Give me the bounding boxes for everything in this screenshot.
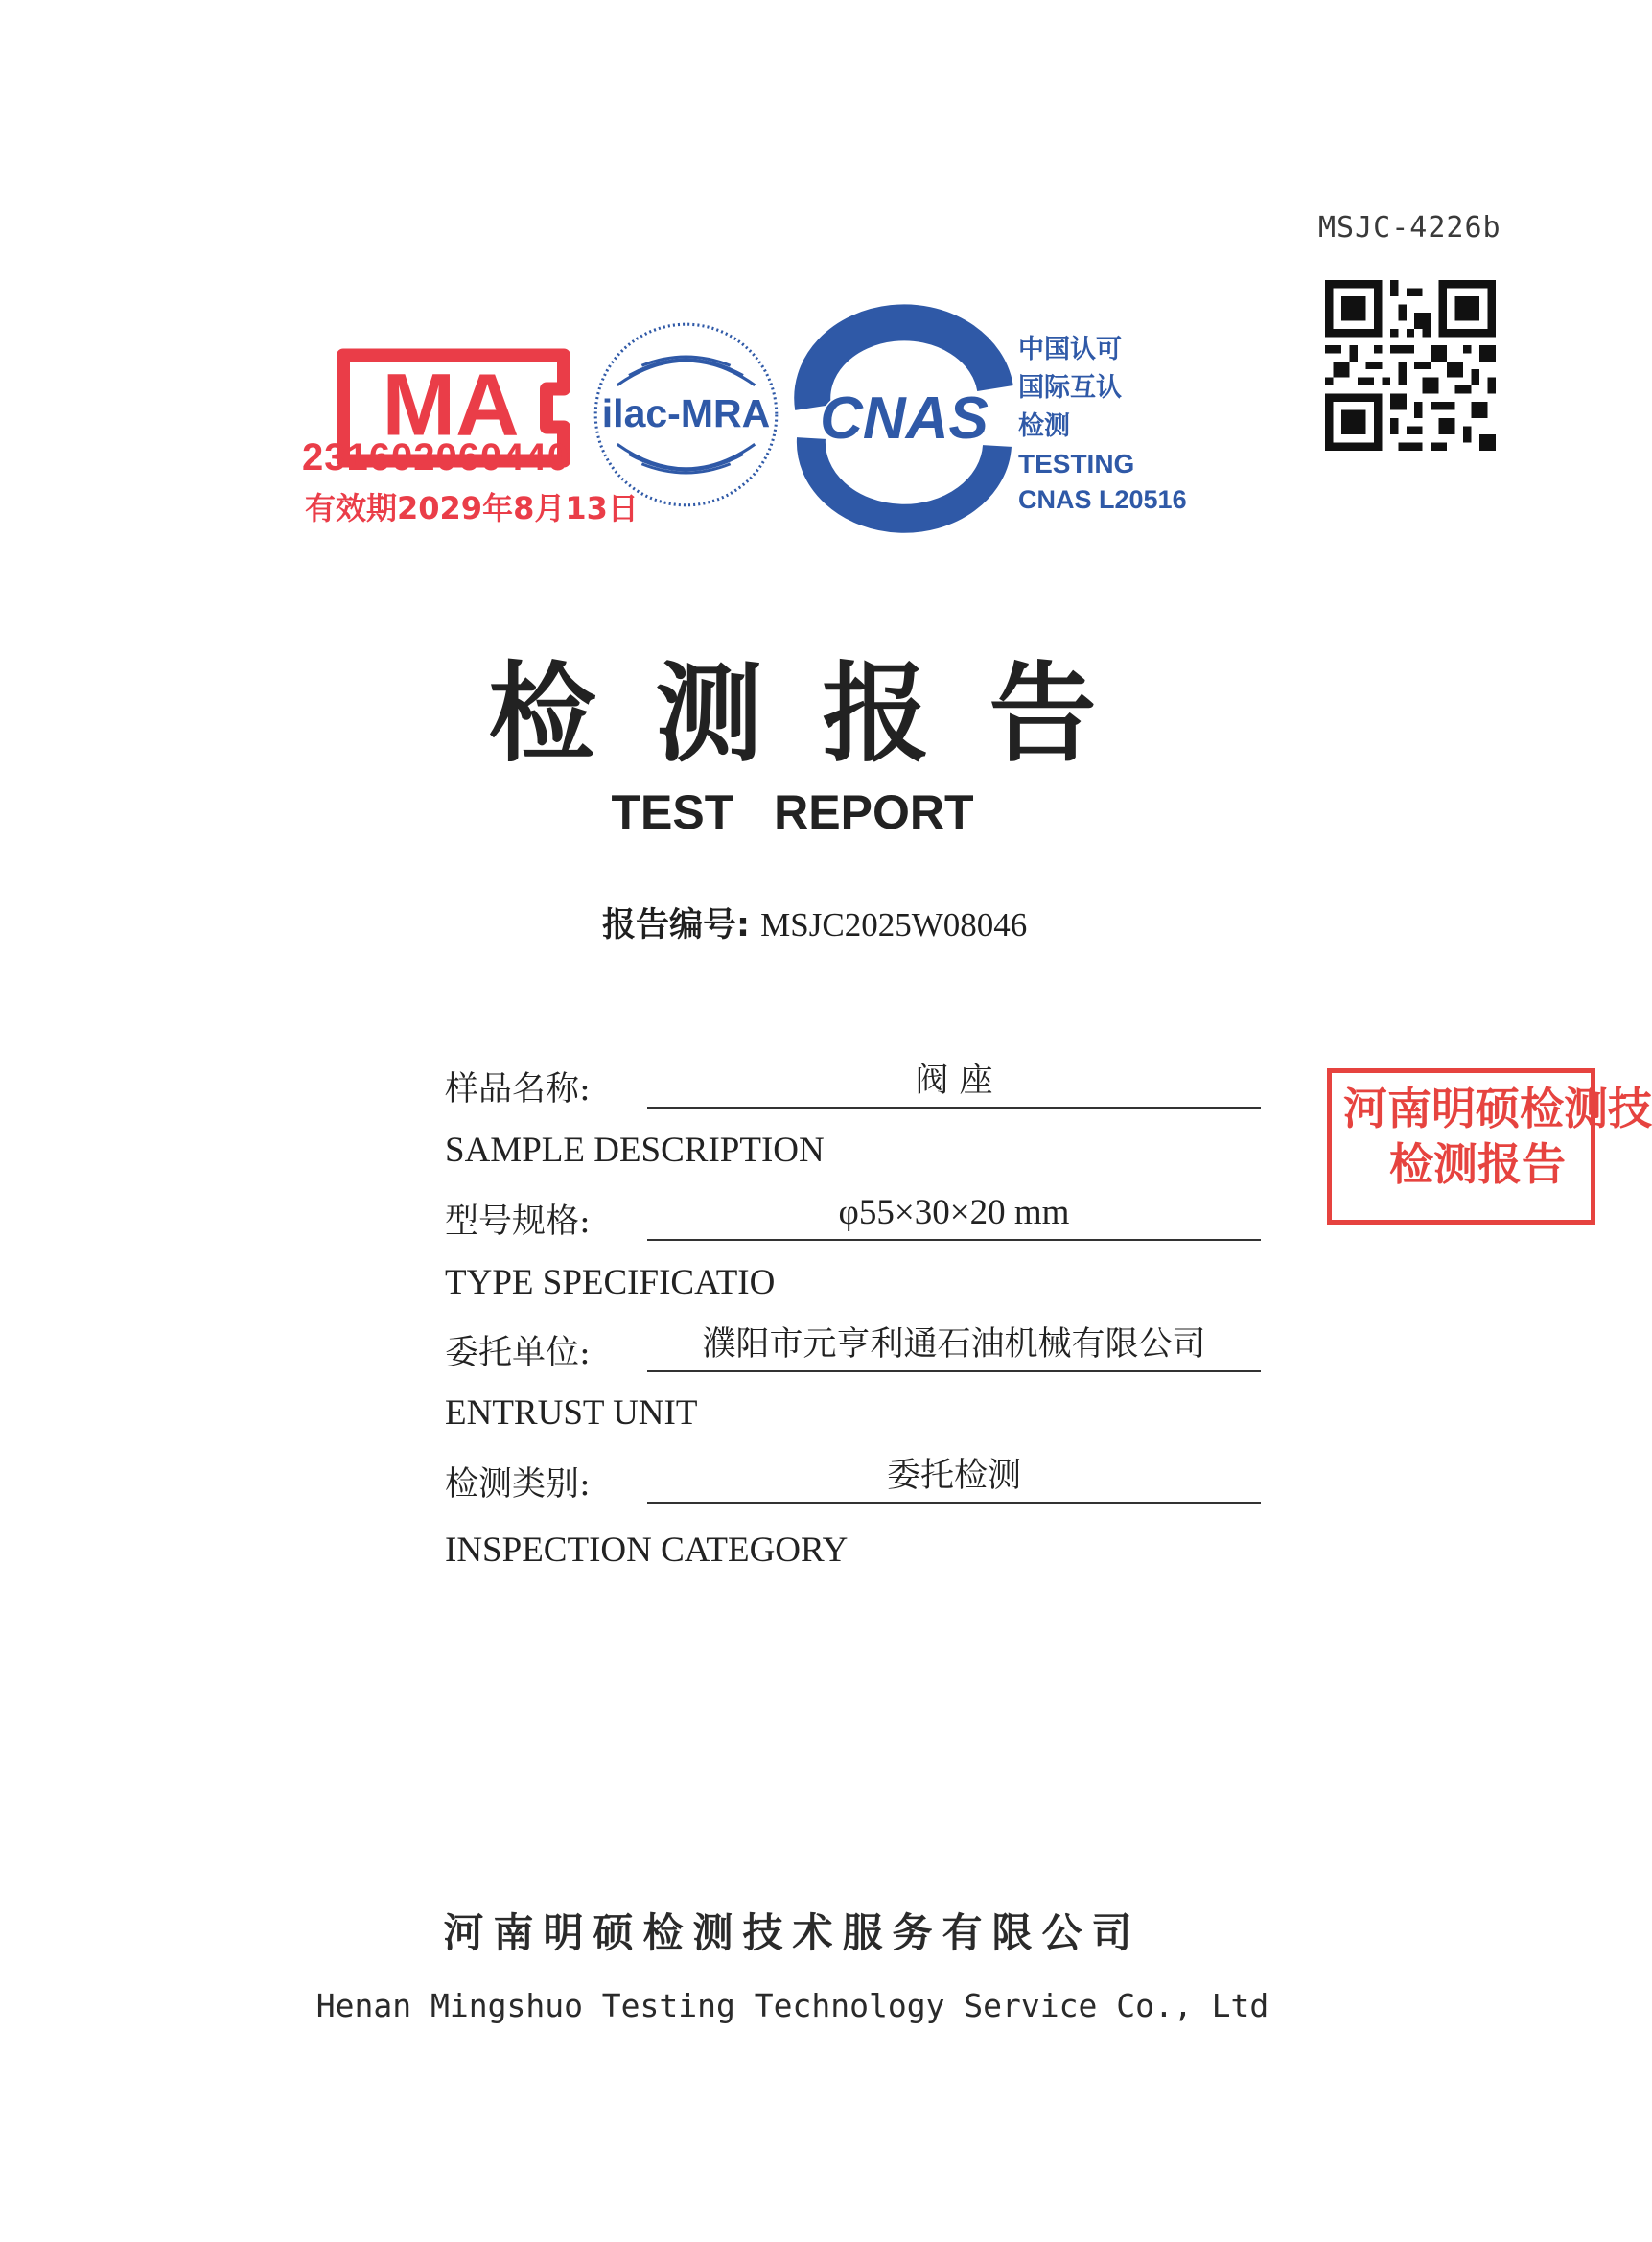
document-code: MSJC-4226b — [1318, 211, 1501, 245]
sample-name-value: 阀 座 — [647, 1059, 1261, 1109]
type-label: 型号规格: — [445, 1203, 591, 1241]
category-value: 委托检测 — [647, 1454, 1261, 1504]
ilac-text: ilac-MRA — [601, 390, 771, 435]
title-chinese: 检测报告 — [488, 651, 1156, 777]
report-number-value: MSJC2025W08046 — [760, 906, 1028, 944]
company-seal — [1327, 1068, 1652, 1225]
report-number-label: 报告编号: — [602, 906, 750, 945]
inspection-category-label: INSPECTION CATEGORY — [445, 1530, 849, 1570]
cma-number: 231602060440 — [302, 436, 570, 479]
cnas-text: CNAS — [820, 385, 989, 452]
cnas-number: CNAS L20516 — [1018, 485, 1187, 514]
cnas-logo — [794, 331, 1014, 499]
type-value: φ55×30×20 mm — [647, 1191, 1261, 1241]
cma-text: MA — [382, 356, 520, 455]
company-name-chinese: 河南明硕检测技术服务有限公司 — [443, 1909, 1142, 1956]
client-label: 委托单位: — [445, 1334, 591, 1372]
sample-name-label: 样品名称: — [445, 1070, 591, 1109]
cnas-testing: TESTING — [1018, 449, 1135, 479]
seal-line-2: 检测报告 — [1389, 1138, 1566, 1190]
qr-code — [1325, 280, 1496, 451]
type-specification-label: TYPE SPECIFICATIO — [445, 1263, 776, 1302]
cnas-chinese: 中国认可 国际互认 检测 — [1018, 335, 1122, 441]
client-value: 濮阳市元亨利通石油机械有限公司 — [647, 1322, 1261, 1372]
title-english: TEST REPORT — [611, 785, 974, 839]
sample-description-label: SAMPLE DESCRIPTION — [445, 1131, 825, 1170]
seal-line-1: 河南明硕检测技 — [1343, 1083, 1652, 1134]
category-label: 检测类别: — [445, 1465, 591, 1504]
ilac-mra-logo — [588, 316, 784, 513]
company-name-english: Henan Mingshuo Testing Technology Service Co., Ltd — [315, 1987, 1269, 2024]
cma-validity: 有效期2029年8月13日 — [305, 490, 639, 526]
report-number — [602, 899, 1027, 946]
entrust-unit-label: ENTRUST UNIT — [445, 1393, 698, 1433]
